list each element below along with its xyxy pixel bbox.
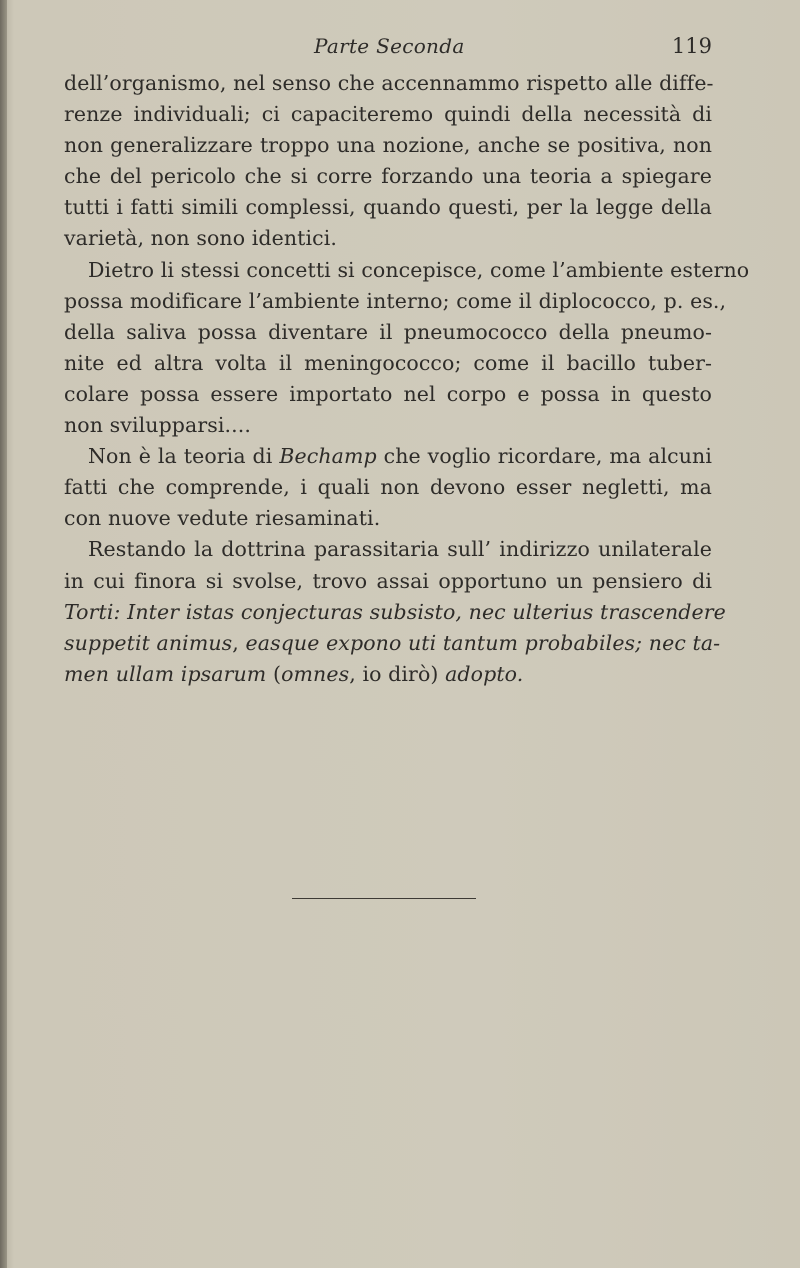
text-line: possa modificare l’ambiente interno; come il diplococco, p. es., (64, 288, 727, 313)
text-line: della saliva possa diventare il pneumococco della pneumo- (64, 319, 712, 344)
running-head (64, 34, 712, 64)
text-line: Restando la dottrina parassitaria sull’ indirizzo unilaterale (88, 537, 712, 562)
text-line: nite ed altra volta il meningococco; come il bacillo tuber- (64, 350, 712, 375)
text-line: tutti i fatti simili complessi, quando questi, per la legge della (64, 195, 712, 220)
running-title: Parte Seconda (314, 34, 465, 58)
text-line: varietà, non sono identici. (64, 226, 338, 251)
text-segment: che voglio ricordare, ma alcuni (376, 444, 712, 469)
text-line: dell’organismo, nel senso che accennammo rispetto alle diffe- (64, 71, 714, 95)
author-name-italic: Bechamp (279, 444, 377, 469)
page-binding-edge (0, 0, 7, 1268)
text-line: non svilupparsi.... (64, 413, 251, 438)
latin-quote-line: Torti: Inter istas conjecturas subsisto, nec ulterius trascendere (64, 599, 726, 624)
text-line: con nuove vedute riesaminati. (64, 506, 381, 531)
text-line: in cui finora si svolse, trovo assai opportuno un pensiero di (64, 568, 712, 593)
text-line: che del pericolo che si corre forzando una teoria a spiegare (64, 164, 712, 189)
body-text (64, 68, 750, 690)
page-number: 119 (671, 34, 712, 58)
latin-segment: easque expono uti tantum probabiles; nec ta- (245, 630, 721, 655)
text-line: Dietro li stessi concetti si concepisce, come l’ambiente esterno (88, 257, 750, 282)
text-line: renze individuali; ci capaciteremo quindi della necessità di (64, 102, 712, 127)
text-line (64, 441, 712, 472)
text-segment: , io dirò) (349, 661, 446, 686)
section-end-rule (292, 898, 476, 899)
latin-segment: men ullam ipsarum (64, 661, 267, 686)
latin-segment: omnes (281, 661, 350, 686)
text-line: colare possa essere importato nel corpo e possa in questo (64, 381, 712, 406)
text-segment: ( (266, 661, 282, 686)
text-segment: , (232, 630, 246, 655)
latin-quote-line (64, 628, 721, 659)
latin-segment: suppetit animus (64, 630, 233, 655)
latin-segment: adopto. (445, 661, 524, 686)
latin-quote-line (64, 659, 712, 690)
text-line: fatti che comprende, i quali non devono esser negletti, ma (64, 475, 712, 500)
text-line: non generalizzare troppo una nozione, anche se positiva, non (64, 133, 712, 158)
text-segment: Non è la teoria di (88, 444, 280, 469)
